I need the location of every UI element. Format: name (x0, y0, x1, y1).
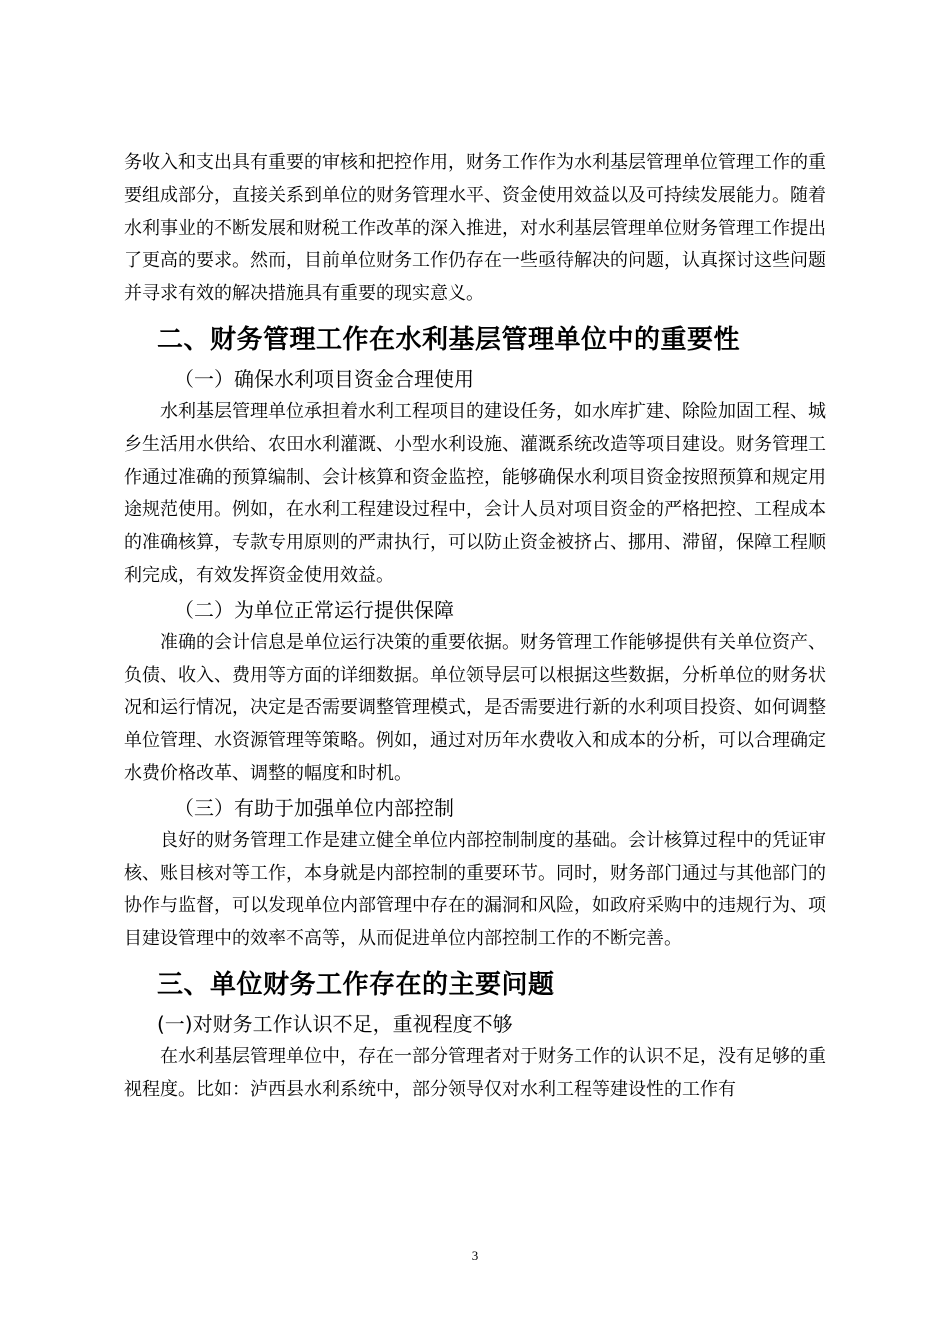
page-number: 3 (471, 1248, 479, 1263)
section-2-2-heading: （二）为单位正常运行提供保障 (174, 597, 454, 622)
section-2-1-heading: （一）确保水利项目资金合理使用 (174, 366, 474, 391)
section-3-heading: 三、单位财务工作存在的主要问题 (157, 969, 555, 1000)
page-content (124, 147, 826, 1107)
section-3-1-paragraph: 在水利基层管理单位中，存在一部分管理者对于财务工作的认识不足，没有足够的重视程度。比如：泸西县水利系统中，部分领导仅对水利工程等建设性的工作有 (124, 1045, 826, 1100)
section-2-3-heading: （三）有助于加强单位内部控制 (174, 795, 454, 820)
section-2-1-paragraph: 水利基层管理单位承担着水利工程项目的建设任务，如水库扩建、除险加固工程、城乡生活用水供给、农田水利灌溉、小型水利设施、灌溉系统改造等项目建设。财务管理工作通过准确的预算编制、会计核算和资金监控，能够确保水利项目资金按照预算和规定用途规范使用。例如，在水利工程建设过程中，会计人员对项目资金的严格把控、工程成本的准确核算，专款专用原则的严肃执行，可以防止资金被挤占、挪用、滞留，保障工程顺利完成，有效发挥资金使用效益。 (124, 400, 826, 586)
section-3-1-heading: (一)对财务工作认识不足，重视程度不够 (157, 1011, 513, 1036)
section-2-2-paragraph: 准确的会计信息是单位运行决策的重要依据。财务管理工作能够提供有关单位资产、负债、收入、费用等方面的详细数据。单位领导层可以根据这些数据，分析单位的财务状况和运行情况，决定是否需要调整管理模式，是否需要进行新的水利项目投资、如何调整单位管理、水资源管理等策略。例如，通过对历年水费收入和成本的分析，可以合理确定水费价格改革、调整的幅度和时机。 (124, 631, 826, 784)
intro-paragraph: 务收入和支出具有重要的审核和把控作用，财务工作作为水利基层管理单位管理工作的重要组成部分，直接关系到单位的财务管理水平、资金使用效益以及可持续发展能力。随着水利事业的不断发展和财税工作改革的深入推进，对水利基层管理单位财务管理工作提出了更高的要求。然而，目前单位财务工作仍存在一些亟待解决的问题，认真探讨这些问题并寻求有效的解决措施具有重要的现实意义。 (124, 152, 826, 305)
section-2-heading: 二、财务管理工作在水利基层管理单位中的重要性 (157, 324, 741, 355)
section-2-3-paragraph: 良好的财务管理工作是建立健全单位内部控制制度的基础。会计核算过程中的凭证审核、账目核对等工作，本身就是内部控制的重要环节。同时，财务部门通过与其他部门的协作与监督，可以发现单位内部管理中存在的漏洞和风险，如政府采购中的违规行为、项目建设管理中的效率不高等，从而促进单位内部控制工作的不断完善。 (124, 829, 826, 950)
